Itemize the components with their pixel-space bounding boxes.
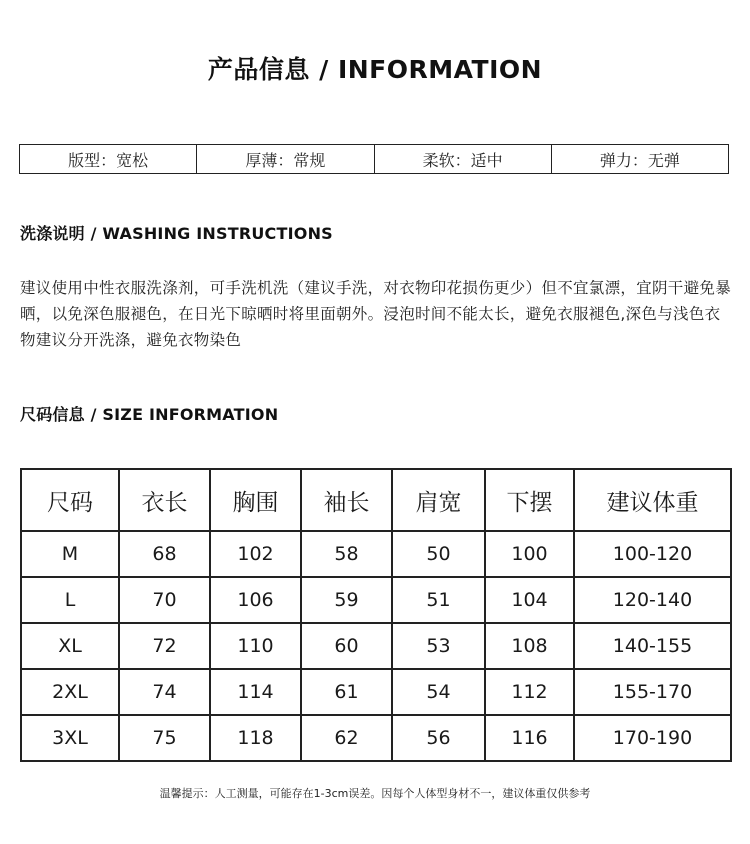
table-cell: 104 (485, 577, 574, 623)
property-thickness: 厚薄：常规 (197, 145, 374, 173)
table-row (21, 577, 731, 623)
size-table (20, 468, 732, 762)
table-cell: 3XL (21, 715, 119, 761)
table-cell: 118 (210, 715, 301, 761)
table-cell: 100 (485, 531, 574, 577)
header-cell: 肩宽 (392, 469, 485, 531)
table-cell: 74 (119, 669, 210, 715)
washing-title: 洗涤说明 / WASHING INSTRUCTIONS (20, 224, 333, 243)
table-row (21, 715, 731, 761)
header-cell: 下摆 (485, 469, 574, 531)
table-cell: 112 (485, 669, 574, 715)
table-cell: 155-170 (574, 669, 731, 715)
table-cell: 116 (485, 715, 574, 761)
table-row (21, 669, 731, 715)
table-cell: 2XL (21, 669, 119, 715)
table-cell: 75 (119, 715, 210, 761)
table-cell: 56 (392, 715, 485, 761)
table-cell: 170-190 (574, 715, 731, 761)
table-cell: 61 (301, 669, 392, 715)
table-cell: 51 (392, 577, 485, 623)
measurement-note: 温馨提示：人工测量，可能存在1-3cm误差。因每个人体型身材不一，建议体重仅供参考 (159, 787, 591, 800)
property-elasticity: 弹力：无弹 (599, 150, 680, 170)
property-softness: 柔软：适中 (375, 145, 552, 173)
table-cell: 140-155 (574, 623, 731, 669)
size-info-title: 尺码信息 / SIZE INFORMATION (20, 405, 279, 424)
table-cell: 70 (119, 577, 210, 623)
table-row (21, 531, 731, 577)
table-cell: 100-120 (574, 531, 731, 577)
table-row (21, 623, 731, 669)
header-cell: 袖长 (301, 469, 392, 531)
table-cell: 114 (210, 669, 301, 715)
table-cell: 68 (119, 531, 210, 577)
table-cell: 58 (301, 531, 392, 577)
washing-text: 建议使用中性衣服洗涤剂，可手洗机洗（建议手洗，对衣物印花损伤更少）但不宜氯漂，宜阴干避免暴晒，以免深色服褪色，在日光下晾晒时将里面朝外。浸泡时间不能太长，避免衣服褪色,深色与浅色衣物建议分开洗涤，避免衣物染色 (20, 279, 732, 349)
product-properties (19, 144, 729, 174)
table-cell: 106 (210, 577, 301, 623)
table-cell: 108 (485, 623, 574, 669)
table-cell: 62 (301, 715, 392, 761)
header-cell: 胸围 (210, 469, 301, 531)
header-cell: 建议体重 (574, 469, 731, 531)
table-cell: M (21, 531, 119, 577)
page-title: 产品信息 / INFORMATION (207, 55, 543, 84)
table-cell: 59 (301, 577, 392, 623)
table-cell: 50 (392, 531, 485, 577)
property-fit: 版型：宽松 (20, 145, 197, 173)
header-cell: 衣长 (119, 469, 210, 531)
size-table-header-row (21, 469, 731, 531)
table-cell: L (21, 577, 119, 623)
table-cell: XL (21, 623, 119, 669)
table-cell: 72 (119, 623, 210, 669)
table-cell: 60 (301, 623, 392, 669)
table-cell: 102 (210, 531, 301, 577)
table-cell: 110 (210, 623, 301, 669)
table-cell: 54 (392, 669, 485, 715)
table-cell: 120-140 (574, 577, 731, 623)
table-cell: 53 (392, 623, 485, 669)
header-cell: 尺码 (21, 469, 119, 531)
